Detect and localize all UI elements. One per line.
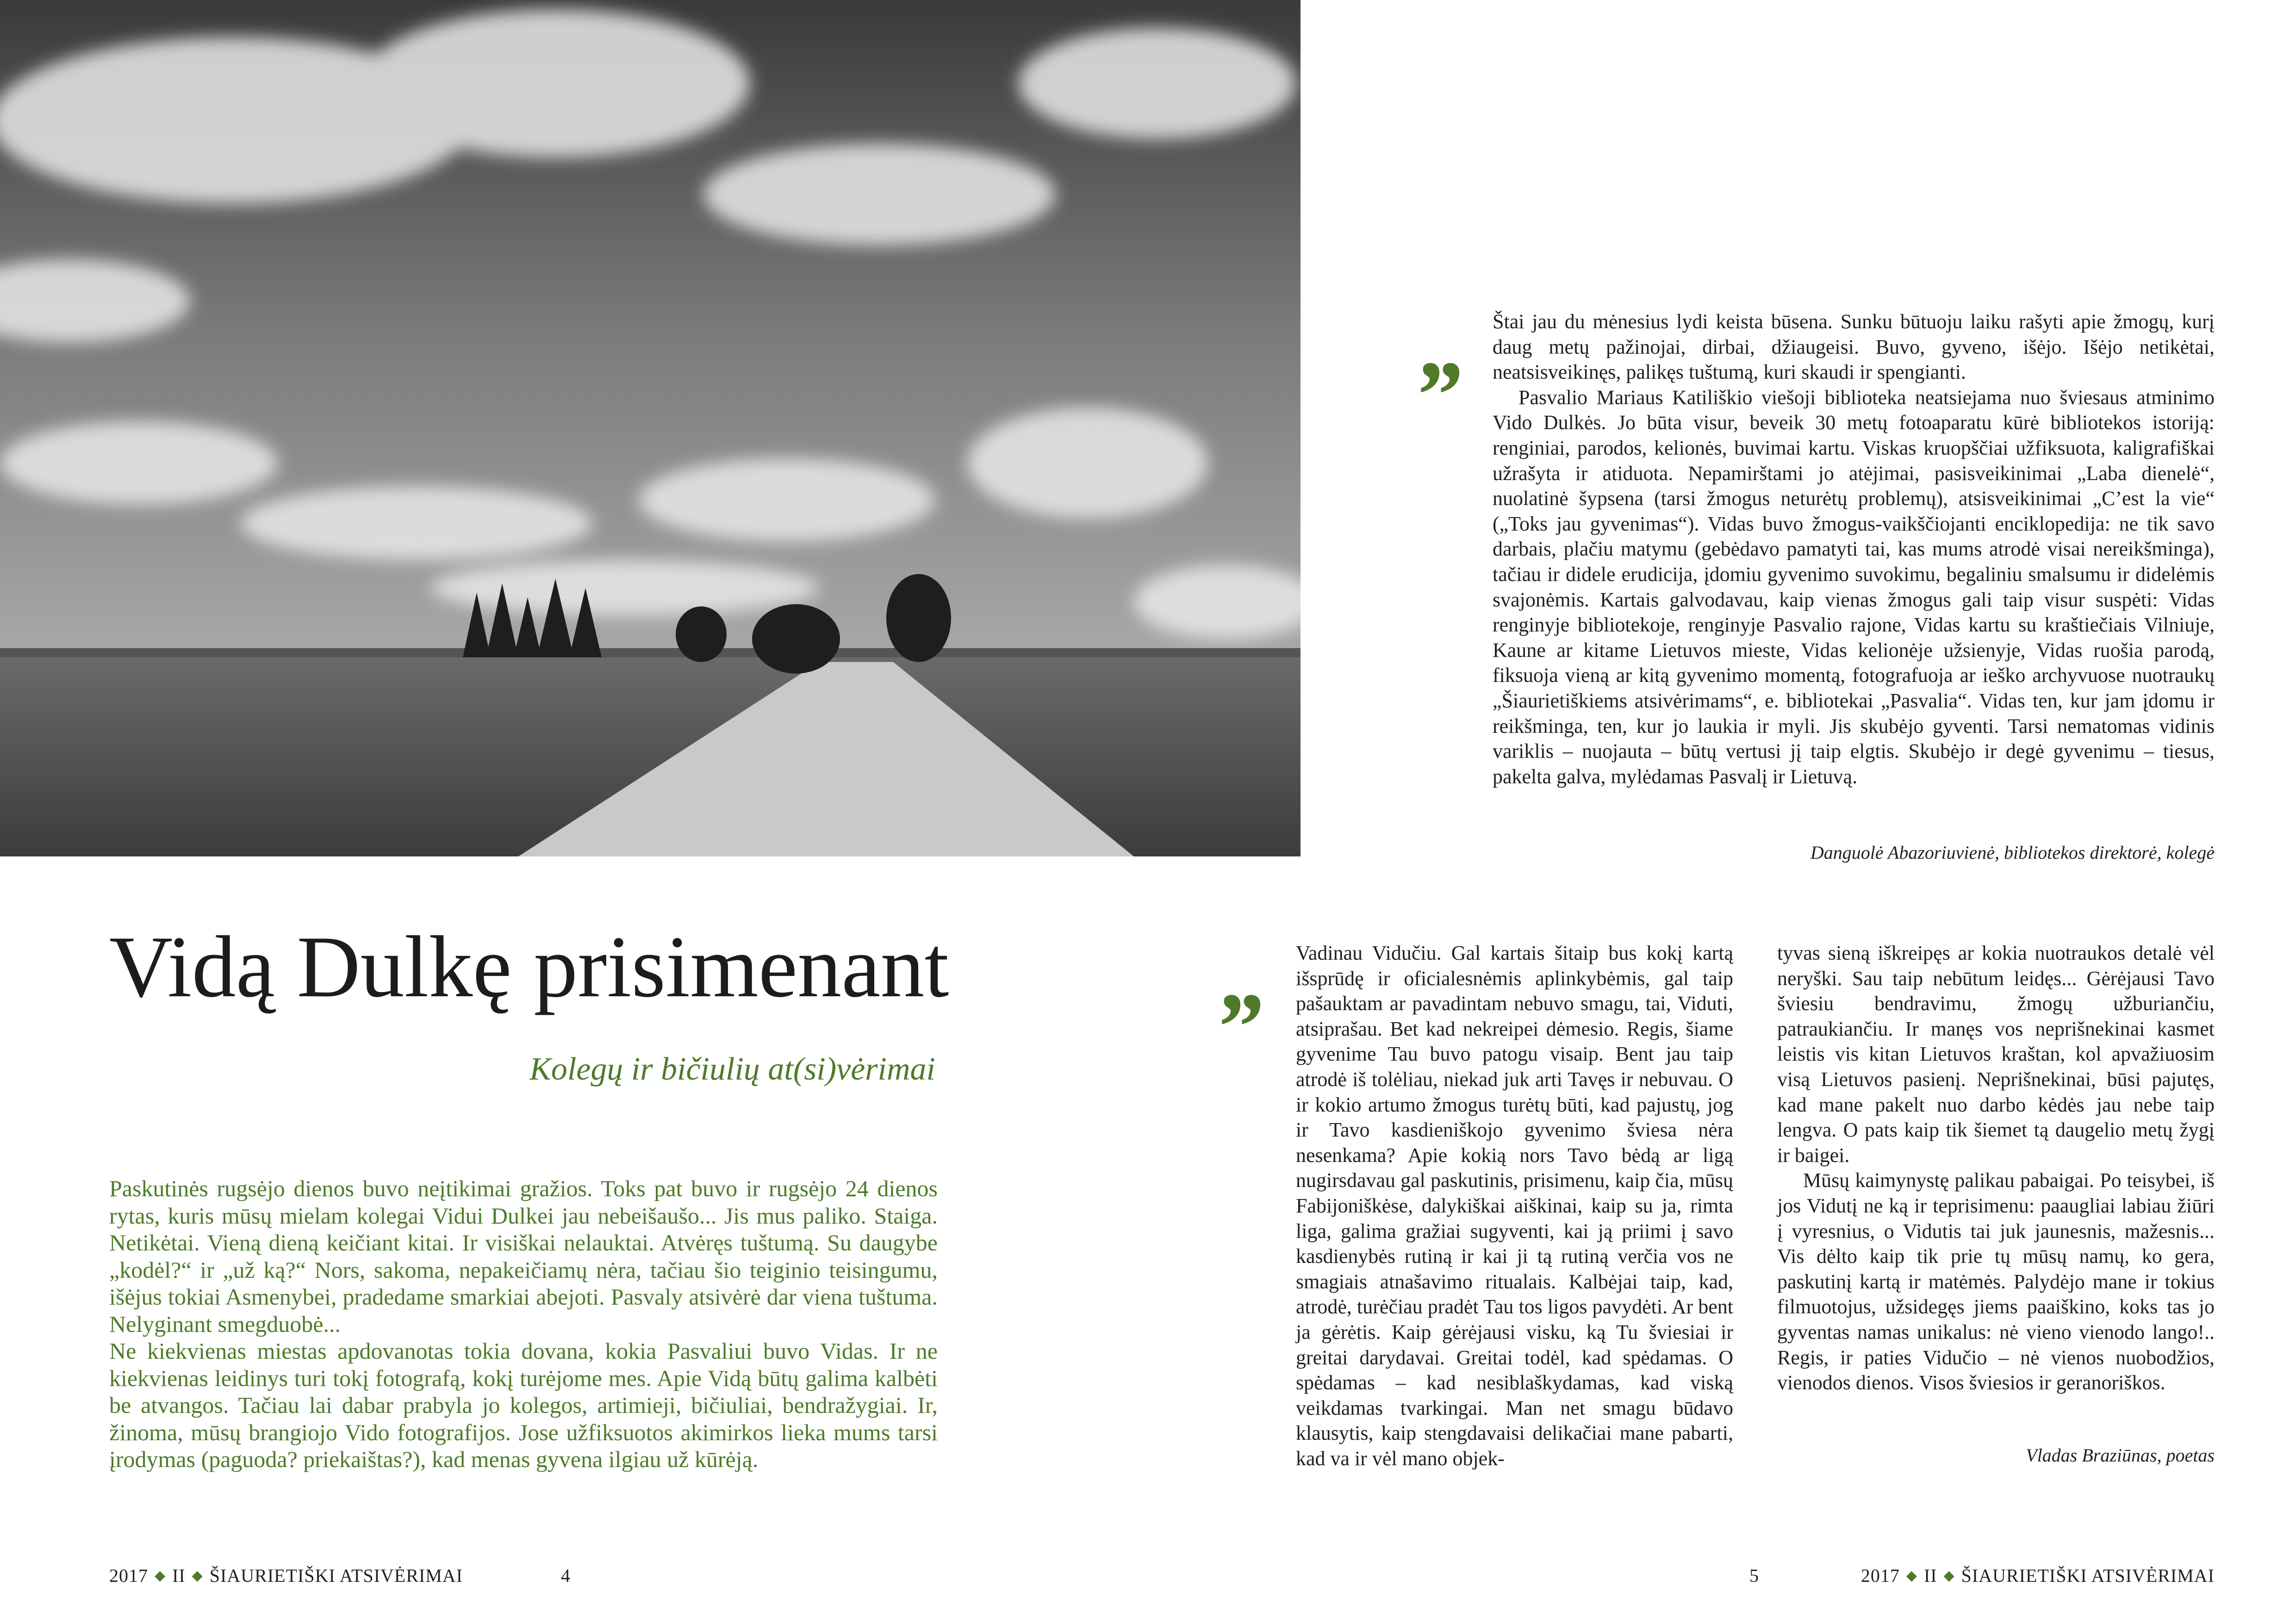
diamond-icon: ◆ [1943, 1568, 1955, 1583]
top-quote-paragraph-2: Pasvalio Mariaus Katiliškio viešoji biblioteka neatsiejama nuo šviesaus atminimo Vido Dulkės. Jo būta visur, beveik 30 metų fotoaparatu kūrė bibliotekos istoriją: renginiai, parodos, kelionės, buvimai kartu. Viskas kruopščiai užfiksuota, kaligrafiškai užrašyta ir atiduota. Nepamirštami jo atėjimai, pasisveikinimai „Laba dienelė“, nuolatinė šypsena (tarsi žmogus neturėtų problemų), atsisveikinimai „C’est la vie“ („Toks jau gyvenimas“). Vidas buvo žmogus-vaikščiojanti enciklopedija: ne tik savo darbais, plačiu matymu (gebėdavo pamatyti tai, kas mums atrodė visai nereikšminga), tačiau ir didele erudicija, įdomiu gyvenimo suvokimu, begaliniu smalsumu ir didelėmis svajonėmis. Kartais galvodavau, kaip vienas žmogus gali taip visur suspėti: Vidas renginyje bibliotekoje, renginyje Pasvalio rajone, Vidas kartu su kraštiečiais Vilniuje, Kaune ar kitame Lietuvos mieste, Vidas kelionėje užsienyje, Vidas ruošia parodą, fiksuoja vieną ar kitą gyvenimo momentą, fotografuoja ar ieško archyvuose nuotraukų „Šiaurietiškiems atsivėrimams“, e. bibliotekai „Pasvalia“. Vidas ten, kur jam įdomu ir reikšminga, ten, kur jo laukia ir myli. Jis skubėjo gyventi. Tarsi nematomas vidinis variklis – nuojauta – būtų vertusi jį taip elgtis. Skubėjo ir degė gyvenimu – tiesus, pakelta galva, mylėdamas Pasvalį ir Lietuvą. [1493, 386, 2215, 788]
bottom-quote-col2-p2: Mūsų kaimynystę palikau pabaigai. Po teisybei, iš jos Vidutį ne ką ir teprisimenu: paaugliai labiau žiūri į vyresnius, o Vidutis tai juk jaunesnis, mažesnis... Vis dėlto kaip tik prie tų mūsų namų, ko gera, paskutinį kartą ir matėmės. Palydėjo mane ir tokius filmuotojus, užsidegęs jiems paaiškino, koks tas jo gyventas namas unikalus: nė vieno vienodo lango!.. Regis, ir paties Vidučio – nė vienos nuobodžios, vienodos dienos. Visos šviesios ir geranoriškos. [1777, 1169, 2215, 1394]
footer-left-journal: ŠIAURIETIŠKI ATSIVĖRIMAI [209, 1565, 463, 1586]
top-quote-signature: Danguolė Abazoriuvienė, bibliotekos direktorė, kolegė [1810, 842, 2215, 863]
footer-left-issue: II [172, 1565, 186, 1586]
bottom-quote-signature: Vladas Braziūnas, poetas [2026, 1445, 2215, 1466]
top-quote-paragraph-1: Štai jau du mėnesius lydi keista būsena. Sunku būtuoju laiku rašyti apie žmogų, kurį daug metų pažinojai, dirbai, džiaugeisi. Buvo, gyveno, išėjo. Išėjo netikėtai, neatsisveikinęs, palikęs tuštumą, kuri skaudi ir spengianti. [1493, 310, 2215, 384]
page-number-right: 5 [1749, 1565, 1759, 1586]
landscape-photo [0, 0, 1300, 856]
page-number-left: 4 [561, 1565, 570, 1586]
top-quote-text [1493, 309, 2215, 789]
diamond-icon: ◆ [192, 1568, 203, 1583]
footer-right-issue: II [1923, 1565, 1937, 1586]
bottom-quote-col2-p1: tyvas sieną iškreipęs ar kokia nuotraukos detalė vėl neryški. Sau taip nebūtum leidęs... Gėrėjausi Tavo šviesiu bendravimu, žmogų užburiančiu, patraukiančiu. Ir manęs vos neprišnekinai kasmet leistis vis kitan Lietuvos kraštan, kol apvažiuosim visą Lietuvos pasienį. Neprišnekinai, būsi pajutęs, kad mane pakelt nuo darbo kėdės jau nebe taip lengva. O pats kaip tik šiemet tą daugelio metų žygį ir baigei. [1777, 942, 2215, 1167]
diamond-icon: ◆ [1906, 1568, 1917, 1583]
bottom-quote-column-1 [1296, 941, 1733, 1471]
footer-left-year: 2017 [109, 1565, 148, 1586]
article-subtitle: Kolegų ir bičiulių at(si)vėrimai [529, 1051, 935, 1087]
intro-paragraph-2: Ne kiekvienas miestas apdovanotas tokia dovana, kokia Pasvaliui buvo Vidas. Ir ne kiekvienas leidinys turi tokį fotografą, kokį turėjome mes. Apie Vidą būtų galima kalbėti be atvangos. Tačiau lai dabar prabyla jo kolegos, artimieji, bičiuliai, bendražygiai. Ir, žinoma, mūsų brangiojo Vido fotografijos. Jose užfiksuotos akimirkos lieka mums tarsi įrodymas (paguoda? priekaištas?), kad menas gyvena ilgiau už kūrėją. [109, 1338, 938, 1472]
footer-right [1861, 1565, 2215, 1587]
diamond-icon: ◆ [155, 1568, 166, 1583]
quote-mark-icon: „ [1421, 291, 1467, 399]
article-intro [109, 1175, 938, 1473]
landscape-road-icon [0, 0, 1300, 856]
footer-left [109, 1565, 463, 1587]
bottom-quote-column-2 [1777, 941, 2215, 1396]
footer-right-year: 2017 [1860, 1565, 1900, 1586]
article-title: Vidą Dulkę prisimenant [109, 918, 949, 1016]
intro-paragraph-1: Paskutinės rugsėjo dienos buvo neįtikimai gražios. Toks pat buvo ir rugsėjo 24 dienos rytas, kuris mūsų mielam kolegai Vidui Dulkei jau nebeišaušo... Jis mus paliko. Staiga. Netikėtai. Vieną dieną keičiant kitai. Ir visiškai nelauktai. Atvėręs tuštumą. Su daugybe „kodėl?“ ir „už ką?“ Nors, sakoma, nepakeičiamų nėra, tačiau šio teiginio teisingumu, išėjus tokiai Asmenybei, pradedame smarkiai abejoti. Pasvaly atsivėrė dar viena tuštuma. Nelyginant smegduobė... [109, 1175, 938, 1337]
bottom-quote-col1-text: Vadinau Vidučiu. Gal kartais šitaip bus kokį kartą išsprūdę ir oficialesnėmis aplinkybėmis, gal taip pašauktam ar pavadintam nebuvo smagu, tai, Viduti, atsiprašau. Bet kad nekreipei dėmesio. Regis, šiame gyvenime Tau buvo patogu visaip. Bent jau taip atrodė iš tolėliau, niekad juk arti Tavęs ir nebuvau. O ir kokio artumo žmogus turėtų būti, kad pajustų, jog ir Tavo kasdieniškojo gyvenimo šviesa nėra nesenkama? Apie kokią nors Tavo bėdą ar ligą nugirsdavau gal paskutinis, prisimenu, kaip čia, mūsų Fabijoniškėse, dalykiškai aiškinai, kaip su ja, rimta liga, galima gražiai sugyventi, kai ją priimi į savo kasdienybės rutiną ir kai ji tą rutiną verčia vos ne smagiais atnašavimo ritualais. Kalbėjai taip, kad, atrodė, turėčiau pradėt Tau tos ligos pavydėti. Ar bent ja gėrėtis. Kaip gėrėjausi visku, ką Tu šviesiai ir greitai darydavai. Greitai todėl, kad spėdamas. O spėdamas – kad nesiblaškydamas, kad viską veikdamas tvarkingai. Man net smagu būdavo klausytis, kaip stengdavaisi delikačiai mane pabarti, kad va ir vėl mano objek- [1296, 942, 1733, 1470]
quote-mark-icon: „ [1222, 923, 1268, 1031]
footer-right-journal: ŠIAURIETIŠKI ATSIVĖRIMAI [1961, 1565, 2215, 1586]
